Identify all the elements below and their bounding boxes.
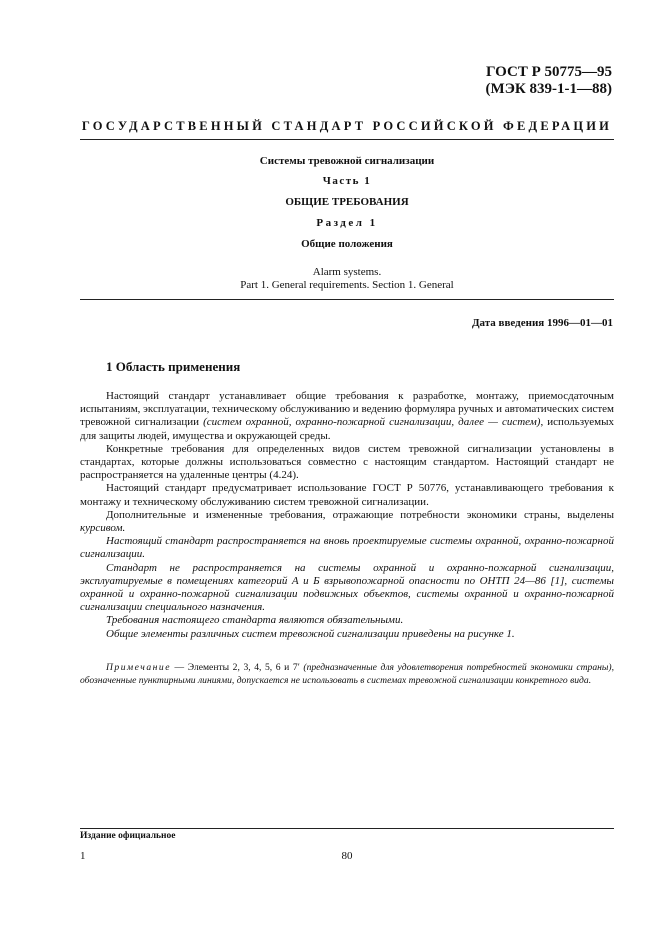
paragraph: Настоящий стандарт предусматривает использование ГОСТ Р 50776, устанавливающего требования к монтажу и техническому обслуживанию систем тревожной сигнализации. <box>80 482 614 508</box>
section-heading: 1 Область применения <box>106 359 241 374</box>
provisions-title: Общие положения <box>301 238 393 250</box>
english-title-line1: Alarm systems. <box>312 266 382 278</box>
header-rule <box>80 139 614 140</box>
state-standard-title: ГОСУДАРСТВЕННЫЙ СТАНДАРТ РОССИЙСКОЙ ФЕДЕРАЦИИ <box>81 119 613 133</box>
paragraph: Конкретные требования для определенных видов систем тревожной сигнализации установлены в стандартах, которые должны использоваться совместно с настоящим стандартом. Настоящий стандарт не распространяется на удаленные центры (4.24). <box>80 442 614 482</box>
section-title: Раздел 1 <box>316 217 378 229</box>
body-text <box>80 390 614 641</box>
iec-code: (МЭК 839-1-1—88) <box>485 81 612 97</box>
paragraph: Требования настоящего стандарта являются обязательными. <box>106 614 404 627</box>
standard-code: ГОСТ Р 50775—95 <box>485 64 612 80</box>
standard-designation <box>486 64 612 98</box>
requirements-title: ОБЩИЕ ТРЕБОВАНИЯ <box>285 196 409 208</box>
paragraph: Стандарт не распространяется на системы охранной и охранно-пожарной сигнализации, эксплуатируемые в помещениях категорий А и Б взрывопожарной опасности по ОНТП 24—86 [1], системы охранной и охранно-пожарной сигнализации подвижных объектов, системы охранной и охранно-пожарной сигнализации специального назначения. <box>80 561 614 614</box>
edition-label: Издание официальное <box>80 831 176 841</box>
page-number: 80 <box>341 850 353 862</box>
paragraph: Общие элементы различных систем тревожной сигнализации приведены на рисунке 1. <box>106 627 515 640</box>
title-rule <box>80 299 614 300</box>
note: Примечание — Элементы 2, 3, 4, 5, 6 и 7′ (предназначенные для удовлетворения потребностей экономики страны), обозначенные пунктирными линиями, допускается не использовать в системах тревожной сигнализации конкретного вида. <box>80 662 614 686</box>
english-title <box>80 266 614 292</box>
systems-title: Системы тревожной сигнализации <box>259 155 435 167</box>
intro-date: Дата введения 1996—01—01 <box>471 317 613 329</box>
part-title: Часть 1 <box>322 175 372 187</box>
paragraph: Дополнительные и измененные требования, отражающие потребности экономики страны, выделены курсивом. <box>80 508 614 535</box>
footer-rule <box>80 828 614 829</box>
english-title-line2: Part 1. General requirements. Section 1. General <box>240 279 454 291</box>
page-number-left: 1 <box>80 850 86 862</box>
paragraph: Настоящий стандарт распространяется на вновь проектируемые системы охранной, охранно-пожарной сигнализации. <box>80 535 614 561</box>
note-label: Примечание <box>106 662 171 673</box>
paragraph: Настоящий стандарт устанавливает общие требования к разработке, монтажу, приемосдаточным испытаниям, эксплуатации, техническому обслуживанию и ведению формуляра ручных и автоматических систем тревожной сигнализации (систем охранной, охранно-пожарной сигнализации, далее — систем), используемых для защиты людей, имущества и окружающей среды. <box>80 390 615 442</box>
title-block <box>80 155 614 260</box>
